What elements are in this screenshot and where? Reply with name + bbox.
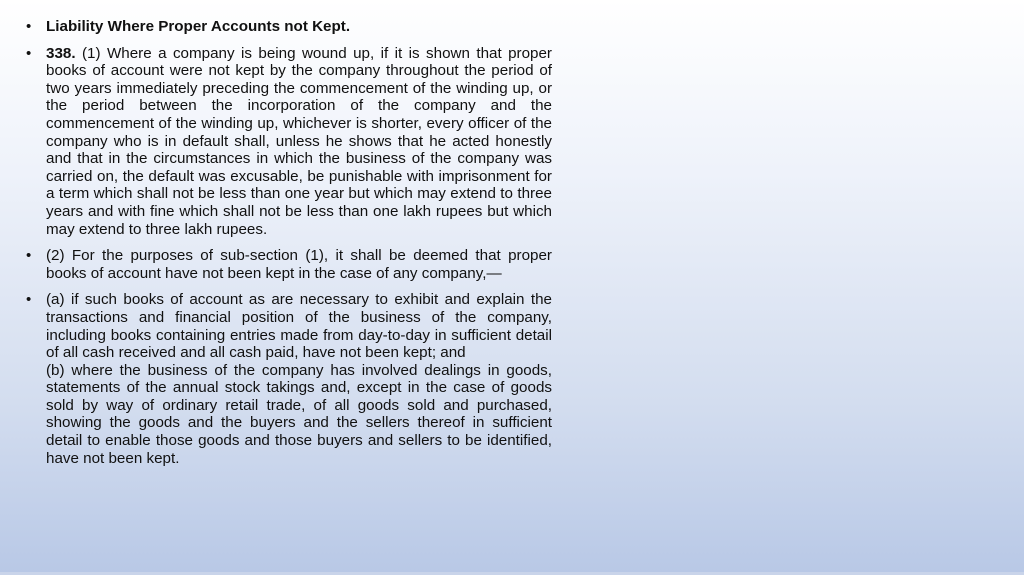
bullet-clauses-a-b [26, 291, 552, 467]
bullet-icon: • [26, 44, 32, 62]
subsection-2-text: (2) For the purposes of sub-section (1), it shall be deemed that proper books of account have not been kept in the case of any company,— [46, 247, 552, 282]
bullet-icon: • [26, 18, 32, 35]
bullet-list [26, 18, 552, 467]
section-338-text: (1) Where a company is being wound up, if it is shown that proper books of account were not kept by the company throughout the period of two years immediately preceding the commencement of the winding up, or the period between the incorporation of the company and the commencement of the winding up, whichever is shorter, every officer of the company who is in default shall, unless he shows that he acted honestly and that in the circumstances in which the business of the company was carried on, the default was excusable, be punishable with imprisonment for a term which shall not be less than one year but which may extend to three years and with fine which shall not be less than one lakh rupees but which may extend to three lakh rupees. [46, 44, 552, 238]
bullet-icon: • [26, 291, 32, 309]
bullet-subsection-2 [26, 247, 552, 282]
clause-b-text: (b) where the business of the company has involved dealings in goods, statements of the annual stock takings and, except in the case of goods sold by way of ordinary retail trade, of all goods sold and purchased, showing the goods and the buyers and the sellers thereof in sufficient detail to enable those goods and those buyers and sellers to be identified, have not been kept. [46, 361, 552, 467]
bullet-heading [26, 18, 552, 36]
clause-a-text: (a) if such books of account as are necessary to exhibit and explain the transactions and financial position of the business of the company, including books containing entries made from day-to-day in sufficient detail of all cash received and all cash paid, have not been kept; and [46, 291, 552, 362]
section-number: 338. [46, 44, 76, 62]
bullet-icon: • [26, 247, 32, 265]
bullet-section-338 [26, 45, 552, 239]
heading-text: Liability Where Proper Accounts not Kept. [46, 18, 351, 35]
slide-content [26, 18, 552, 476]
